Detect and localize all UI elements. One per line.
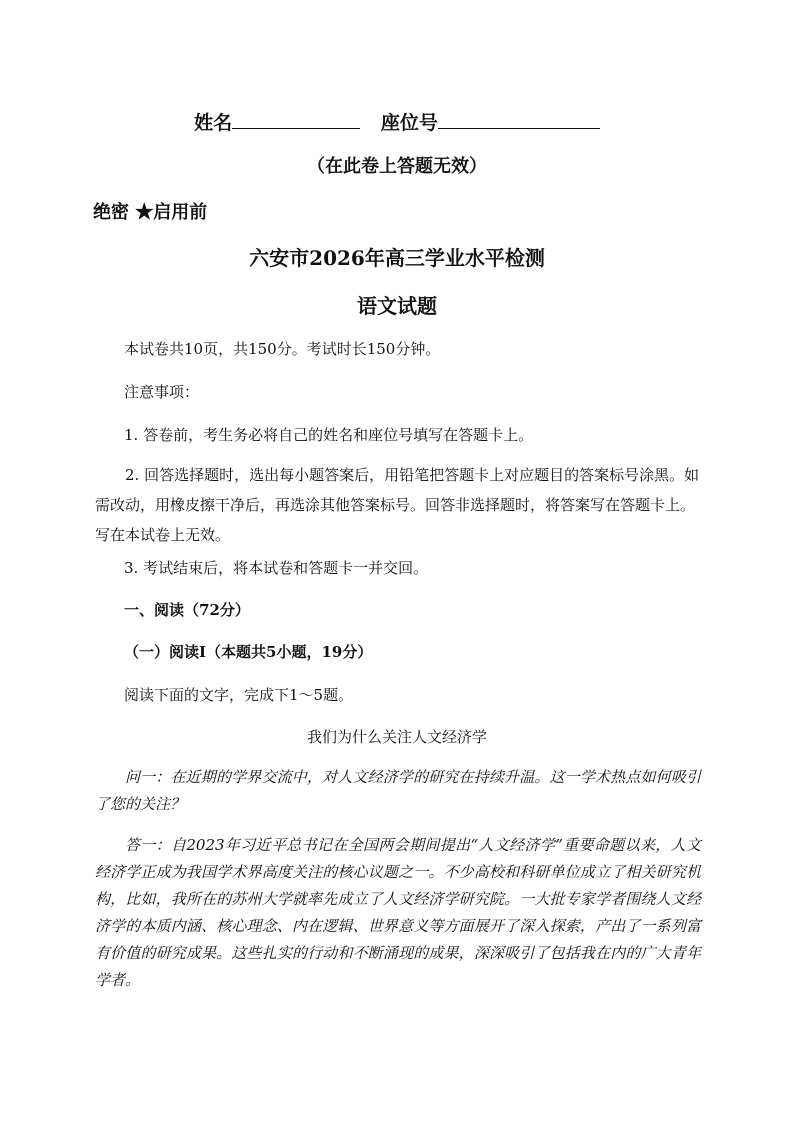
invalid-answer-note: （在此卷上答题无效） (307, 156, 487, 177)
notice-item-2: 2. 回答选择题时，选出每小题答案后，用铅笔把答题卡上对应题目的答案标号涂黑。如需改动，用橡皮擦干净后，再选涂其他答案标号。回答非选择题时，将答案写在答题卡上。写在本试卷上无效。 (95, 466, 700, 544)
notice-item-3: 3. 考试结束后，将本试卷和答题卡一并交回。 (124, 559, 429, 577)
seat-label: 座位号 (380, 112, 438, 134)
subsection-heading-reading-1: （一）阅读Ⅰ（本题共5小题，19分） (124, 643, 373, 661)
answer-1-text: 答一：自2023年习近平总书记在全国两会期间提出“人文经济学”重要命题以来，人文经济学正成为我国学术界高度关注的核心议题之一。不少高校和科研单位成立了相关研究机构，比如，我所在的苏州大学就率先成立了人文经济学研究院。一大批专家学者围绕人文经济学的本质内涵、核心理念、内在逻辑、世界意义等方面展开了深入探索，产出了一系列富有价值的研究成果。这些扎实的行动和不断涌现的成果，深深吸引了包括我在内的广大青年学者。 (95, 836, 701, 989)
notice-item-1: 1. 答卷前，考生务必将自己的姓名和座位号填写在答题卡上。 (124, 426, 534, 444)
section-heading-reading: 一、阅读（72分） (124, 601, 250, 619)
confidential-label: 绝密 ★启用前 (93, 202, 208, 223)
exam-title: 六安市2026年高三学业水平检测 (249, 246, 545, 270)
exam-info: 本试卷共10页，共150分。考试时长150分钟。 (124, 340, 441, 358)
reading-instruction: 阅读下面的文字，完成下1～5题。 (124, 686, 354, 704)
question-1-text: 问一：在近期的学界交流中，对人文经济学的研究在持续升温。这一学术热点如何吸引了您的关注？ (95, 768, 701, 813)
notice-label: 注意事项： (124, 383, 200, 401)
article-title: 我们为什么关注人文经济学 (306, 728, 487, 746)
name-label: 姓名 (194, 112, 233, 134)
subject-title: 语文试题 (357, 294, 437, 318)
name-seat-line (0, 108, 794, 135)
seat-blank (438, 110, 600, 129)
name-blank (232, 110, 360, 129)
